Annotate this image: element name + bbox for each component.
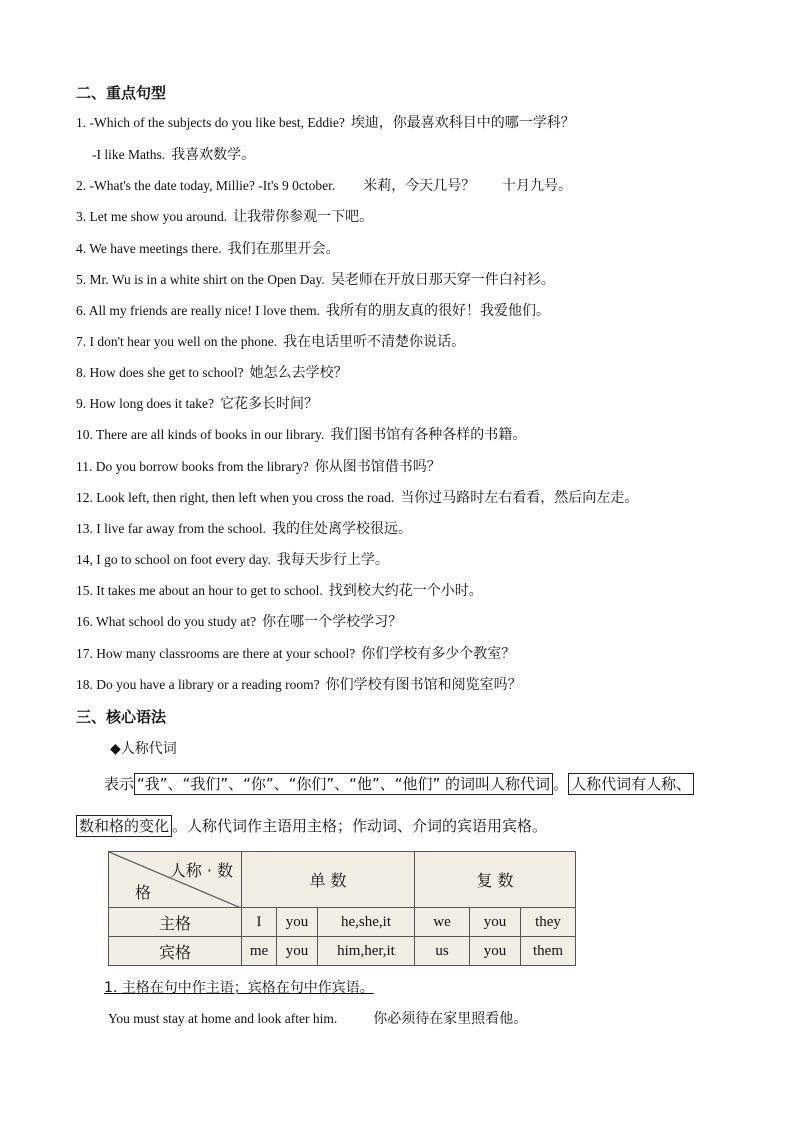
sentence-en: 10. There are all kinds of books in our library. <box>76 427 325 442</box>
sentence-line <box>76 520 412 538</box>
para-prefix: 表示 <box>104 775 135 793</box>
table-row-objective <box>109 937 576 966</box>
table-cell: us <box>415 937 470 966</box>
subtitle-personal-pronouns: ◆人称代词 <box>110 741 177 757</box>
sentence-en: 9. How long does it take? <box>76 396 214 411</box>
sentence-zh: 我喜欢数学。 <box>171 147 256 163</box>
grammar-paragraph-line2 <box>76 815 547 836</box>
section-title-key-sentences: 二、重点句型 <box>76 84 167 102</box>
sentence-zh: 我的住处离学校很远。 <box>272 521 413 537</box>
table-cell: I <box>242 908 277 937</box>
sentence-line <box>76 582 483 600</box>
sentence-en: 16. What school do you study at? <box>76 614 257 629</box>
table-cell: me <box>242 937 277 966</box>
table-corner-cell <box>109 852 242 908</box>
sentence-en: 1. -Which of the subjects do you like best, Eddie? <box>76 115 345 130</box>
para-rest: 。人称代词作主语用主格；作动词、介词的宾语用宾格。 <box>172 817 548 835</box>
sentence-zh: 找到校大约花一个小时。 <box>328 583 483 599</box>
sentence-zh: 我每天步行上学。 <box>276 552 389 568</box>
table-cell: he,she,it <box>318 908 415 937</box>
table-cell: them <box>521 937 576 966</box>
pronoun-table <box>108 851 576 966</box>
example-zh: 你必须待在家里照看他。 <box>373 1011 528 1027</box>
sentence-zh: 它花多长时间？ <box>219 396 318 412</box>
sentence-en: 15. It takes me about an hour to get to school. <box>76 583 323 598</box>
sentence-zh: 我们图书馆有各种各样的书籍。 <box>330 427 527 443</box>
table-cell: you <box>470 937 521 966</box>
para-punct: 。 <box>553 775 569 793</box>
sentence-line <box>76 271 555 289</box>
grammar-paragraph-line1 <box>104 773 694 794</box>
section-title-core-grammar: 三、核心语法 <box>76 708 167 726</box>
sentence-en: 4. We have meetings there. <box>76 241 222 256</box>
sentence-zh: 让我带你参观一下吧。 <box>233 209 374 225</box>
sentence-line <box>76 240 340 258</box>
sentence-line <box>76 613 402 631</box>
sentence-zh: 米莉，今天几号？ 十月九号。 <box>363 178 572 194</box>
sentence-en: 12. Look left, then right, then left when you cross the road. <box>76 490 395 505</box>
sentence-en: 5. Mr. Wu is in a white shirt on the Open Day. <box>76 272 325 287</box>
sentence-line <box>92 146 255 164</box>
corner-top-label: 人称 · 数 <box>169 861 233 880</box>
sentence-zh: 她怎么去学校？ <box>249 365 348 381</box>
table-cell: him,her,it <box>318 937 415 966</box>
boxed-variation-end: 数和格的变化 <box>76 815 172 837</box>
sentence-en: 2. -What's the date today, Millie? -It's 9 0ctober. <box>76 178 336 193</box>
sentence-line <box>76 458 441 476</box>
row-label: 主格 <box>109 908 242 937</box>
sentence-en: 13. I live far away from the school. <box>76 521 267 536</box>
header-plural: 复 数 <box>415 852 576 908</box>
example-en: You must stay at home and look after him. <box>108 1011 338 1026</box>
sentence-zh: 你从图书馆借书吗？ <box>314 459 441 475</box>
sentence-zh: 我所有的朋友真的很好！我爱他们。 <box>326 303 551 319</box>
sentence-zh: 当你过马路时左右看看，然后向左走。 <box>400 490 639 506</box>
sentence-line <box>76 114 575 132</box>
sentence-en: 3. Let me show you around. <box>76 209 228 224</box>
sentence-line <box>76 177 572 195</box>
sentence-line <box>76 551 389 569</box>
table-cell: you <box>277 908 318 937</box>
sentence-line <box>76 676 522 694</box>
sentence-en: 7. I don't hear you well on the phone. <box>76 334 278 349</box>
table-cell: you <box>470 908 521 937</box>
sentence-zh: 埃迪，你最喜欢科目中的哪一学科？ <box>350 115 575 131</box>
sentence-zh: 我们在那里开会。 <box>227 241 340 257</box>
boxed-definition: “我”、“我们”、“你”、“你们”、“他”、“他们” 的词叫人称代词 <box>134 773 553 795</box>
sentence-zh: 你们学校有多少个教室？ <box>361 646 516 662</box>
table-cell: we <box>415 908 470 937</box>
sentence-line <box>76 302 550 320</box>
table-cell: you <box>277 937 318 966</box>
sentence-line <box>76 364 348 382</box>
sentence-line <box>76 489 638 507</box>
sentence-zh: 你在哪一个学校学习？ <box>262 614 403 630</box>
grammar-rule-1: 1. 主格在句中作主语；宾格在句中作宾语。 <box>104 980 374 996</box>
table-row-nominative <box>109 908 576 937</box>
sentence-line <box>76 645 515 663</box>
example-sentence-1 <box>108 1010 527 1028</box>
sentence-zh: 我在电话里听不清楚你说话。 <box>283 334 466 350</box>
sentence-en: 18. Do you have a library or a reading room? <box>76 677 320 692</box>
sentence-en: 17. How many classrooms are there at your school? <box>76 646 356 661</box>
sentence-en: 6. All my friends are really nice! I love them. <box>76 303 321 318</box>
corner-bottom-label: 格 <box>135 883 152 902</box>
sentence-zh: 你们学校有图书馆和阅览室吗？ <box>325 677 522 693</box>
boxed-variation-start: 人称代词有人称、 <box>568 773 694 795</box>
sentence-en: -I like Maths. <box>92 147 166 162</box>
sentence-line <box>76 395 318 413</box>
sentence-line <box>76 333 465 351</box>
row-label: 宾格 <box>109 937 242 966</box>
sentence-line <box>76 208 373 226</box>
sentence-en: 14, I go to school on foot every day. <box>76 552 271 567</box>
table-cell: they <box>521 908 576 937</box>
sentence-zh: 吴老师在开放日那天穿一件白衬衫。 <box>330 272 555 288</box>
sentence-en: 8. How does she get to school? <box>76 365 244 380</box>
sentence-line <box>76 426 526 444</box>
header-singular: 单 数 <box>242 852 415 908</box>
sentence-en: 11. Do you borrow books from the library? <box>76 459 309 474</box>
